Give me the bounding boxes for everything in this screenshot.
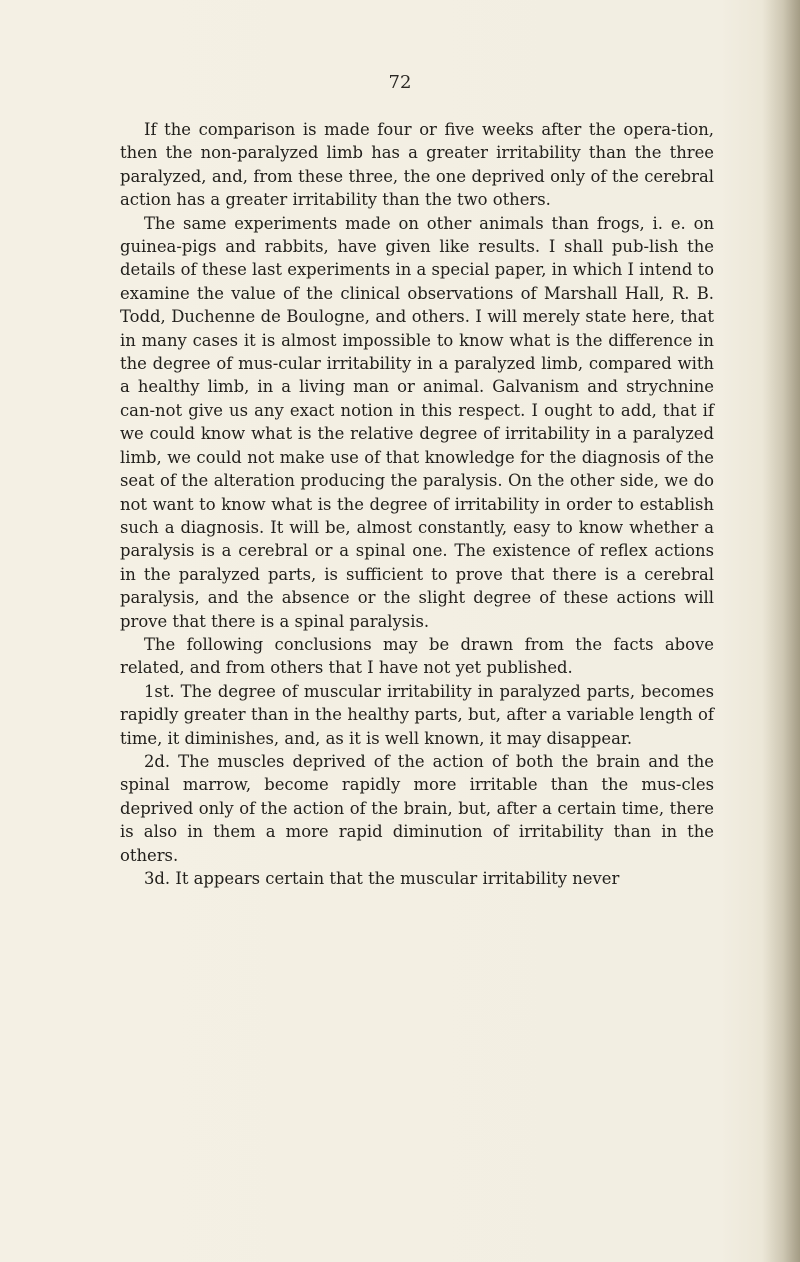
paragraph-conclusion-1st: 1st. The degree of muscular irritability in paralyzed parts, becomes rapidly greater than in the healthy parts, but, after a variable length of time, it diminishes, and, as it is well known, it may disappear. bbox=[120, 681, 714, 748]
paragraph-comparison: If the comparison is made four or five weeks after the opera-tion, then the non-paralyzed limb has a greater irritability than the three paralyzed, and, from these three, the one deprived only of the cerebral action has a greater irritability than the two others. bbox=[120, 120, 714, 210]
paragraph-experiments: The same experiments made on other animals than frogs, i. e. on guinea-pigs and rabbits, have given like results. I shall pub-lish the details of these last experiments in a special paper, in which I intend to examine the value of the clinical observations of Marshall Hall, R. B. Todd, Duchenne de Boulogne, and others. I will merely state here, that in many cases it is almost impossible to know what is the difference in the degree of mus-cular irritability in a paralyzed limb, compared with a healthy limb, in a living man or animal. Galvanism and strychnine can-not give us any exact notion in this respect. I ought to add, that if we could know what is the relative degree of irritability in a paralyzed limb, we could not make use of that knowledge for the diagnosis of the seat of the alteration producing the paralysis. On the other side, we do not want to know what is the degree of irritability in order to establish such a diagnosis. It will be, almost constantly, easy to know whether a paralysis is a cerebral or a spinal one. The existence of reflex actions in the paralyzed parts, is sufficient to prove that there is a cerebral paralysis, and the absence or the slight degree of these actions will prove that there is a spinal paralysis. bbox=[120, 213, 714, 631]
paragraph-conclusions-intro: The following conclusions may be drawn from the facts above related, and from others that I have not yet published. bbox=[120, 634, 714, 678]
paragraph-conclusion-2d: 2d. The muscles deprived of the action of both the brain and the spinal marrow, become rapidly more irritable than the mus-cles deprived only of the action of the brain, but, after a certain time, there is also in them a more rapid diminution of irritability than in the others. bbox=[120, 751, 714, 865]
page-edge-shadow bbox=[762, 0, 800, 1262]
paragraph-conclusion-3d: 3d. It appears certain that the muscular irritability never bbox=[144, 869, 620, 888]
page-number: 72 bbox=[388, 72, 412, 93]
body-text bbox=[120, 118, 714, 890]
